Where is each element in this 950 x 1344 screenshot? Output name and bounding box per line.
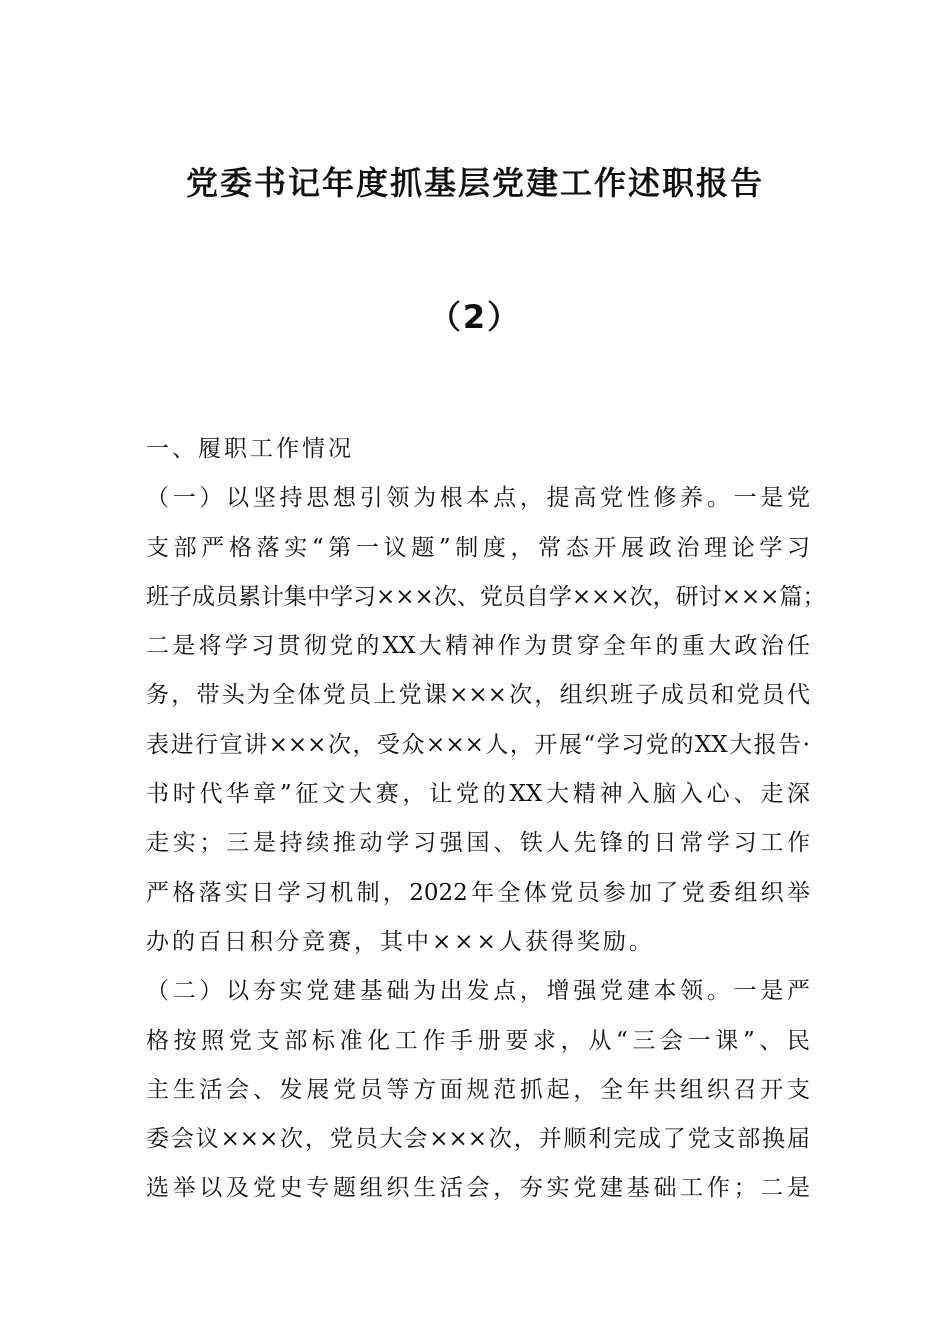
paragraph-line: 主生活会、发展党员等方面规范抓起，全年共组织召开支 xyxy=(146,1076,810,1103)
document-body xyxy=(146,425,826,1214)
document-subtitle: （2） xyxy=(428,298,522,336)
paragraph-line: 班子成员累计集中学习×××次、党员自学×××次，研讨×××篇； xyxy=(146,583,826,610)
paragraph-line: 办的百日积分竞赛，其中×××人获得奖励。 xyxy=(146,928,655,955)
paragraph-line: 委会议×××次，党员大会×××次，并顺利完成了党支部换届 xyxy=(146,1126,810,1153)
paragraph-line: 格按照党支部标准化工作手册要求，从“三会一课”、民 xyxy=(146,1027,810,1054)
paragraph-line: 书时代华章”征文大赛，让党的XX大精神入脑入心、走深 xyxy=(146,781,810,808)
paragraph-line: 支部严格落实“第一议题”制度，常态开展政治理论学习 xyxy=(146,534,810,561)
paragraph-line: 二是将学习贯彻党的XX大精神作为贯穿全年的重大政治任 xyxy=(146,633,810,660)
section-heading: 一、履职工作情况 xyxy=(146,436,354,462)
paragraph-line: 严格落实日学习机制，2022年全体党员参加了党委组织举 xyxy=(146,879,810,906)
paragraph-line: 走实；三是持续推动学习强国、铁人先锋的日常学习工作 xyxy=(146,830,810,857)
paragraph-line: （一）以坚持思想引领为根本点，提高党性修养。一是党 xyxy=(146,485,810,512)
paragraph-line: （二）以夯实党建基础为出发点，增强党建本领。一是严 xyxy=(146,978,810,1005)
document-title: 党委书记年度抓基层党建工作述职报告 xyxy=(185,164,764,202)
paragraph-line: 选举以及党史专题组织生活会，夯实党建基础工作；二是 xyxy=(146,1175,810,1202)
paragraph-line: 务，带头为全体党员上党课×××次，组织班子成员和党员代 xyxy=(146,682,810,709)
paragraph-line: 表进行宣讲×××次，受众×××人，开展“学习党的XX大报告· xyxy=(146,731,810,758)
